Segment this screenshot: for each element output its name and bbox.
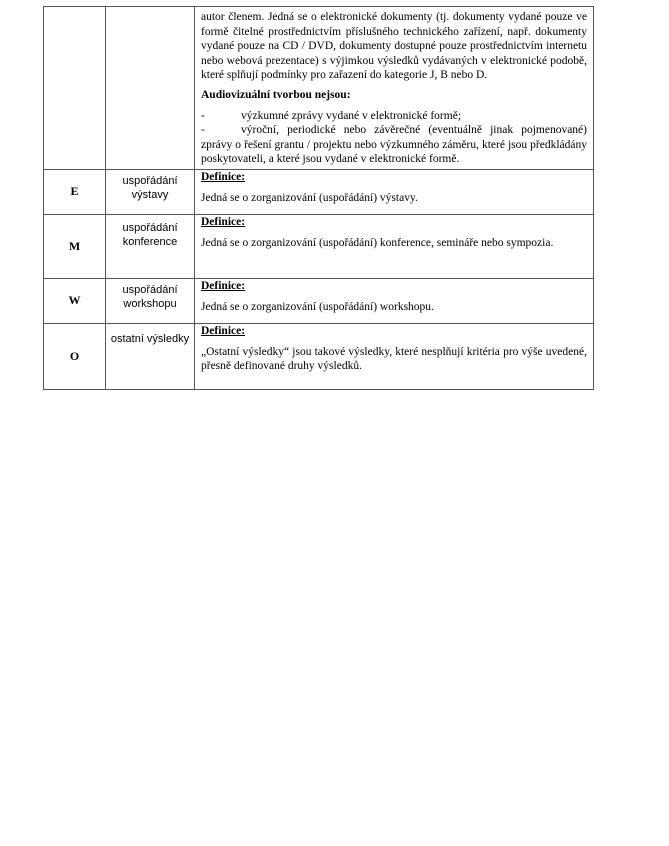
- definition-text: „Ostatní výsledky“ jsou takové výsledky, které nesplňují kritéria pro výše uvedené, přesně definované druhy výsledků.: [201, 345, 587, 373]
- result-description: [195, 323, 594, 389]
- definition-text: Jedná se o zorganizování (uspořádání) výstavy.: [201, 191, 418, 204]
- results-table: [43, 6, 594, 390]
- table-row: [44, 214, 594, 278]
- name-cell-empty: [106, 7, 195, 170]
- result-code: O: [44, 323, 106, 389]
- bullet-dash: -: [201, 124, 205, 137]
- table-row: [44, 169, 594, 214]
- result-description: [195, 214, 594, 278]
- table-row: [44, 323, 594, 389]
- description-cell: [195, 7, 594, 170]
- bullet-item: [201, 123, 587, 167]
- bullet-item: [201, 109, 587, 124]
- definition-label: Definice:: [201, 215, 246, 228]
- subheading-audiovisual: Audiovizuální tvorbou nejsou:: [201, 88, 351, 101]
- bullet-text: výroční, periodické nebo závěrečné (eventuálně jinak pojmenované) zprávy o řešení grantu / projektu nebo výzkumného záměru, které jsou předkládány poskytovateli, a které jsou vydané v elektronické formě.: [201, 124, 587, 166]
- result-description: [195, 278, 594, 323]
- definition-label: Definice:: [201, 279, 246, 292]
- result-code: M: [44, 214, 106, 278]
- result-code: E: [44, 169, 106, 214]
- table-row-continued: [44, 7, 594, 170]
- definition-text: Jedná se o zorganizování (uspořádání) workshopu.: [201, 300, 434, 313]
- result-name: ostatní výsledky: [106, 323, 195, 389]
- result-name: uspořádání workshopu: [106, 278, 195, 323]
- bullet-text: výzkumné zprávy vydané v elektronické formě;: [241, 109, 462, 122]
- bullet-dash: -: [201, 109, 205, 122]
- result-code: W: [44, 278, 106, 323]
- code-cell-empty: [44, 7, 106, 170]
- continued-paragraph: autor členem. Jedná se o elektronické dokumenty (tj. dokumenty vydané pouze ve formě čitelné prostřednictvím příslušného technického zařízení, např. dokumenty vydané pouze na CD / DVD, dokumenty dostupné pouze prostřednictvím internetu nebo webová prezentace) s výjimkou výsledků vydávaných v elektronické podobě, které splňují podmínky pro zařazení do kategorie J, B nebo D.: [201, 11, 587, 82]
- result-description: [195, 169, 594, 214]
- definition-label: Definice:: [201, 170, 246, 183]
- result-name: uspořádání výstavy: [106, 169, 195, 214]
- result-name: uspořádání konference: [106, 214, 195, 278]
- definition-text: Jedná se o zorganizování (uspořádání) konference, semináře nebo sympozia.: [201, 236, 554, 249]
- definition-label: Definice:: [201, 324, 246, 337]
- table-row: [44, 278, 594, 323]
